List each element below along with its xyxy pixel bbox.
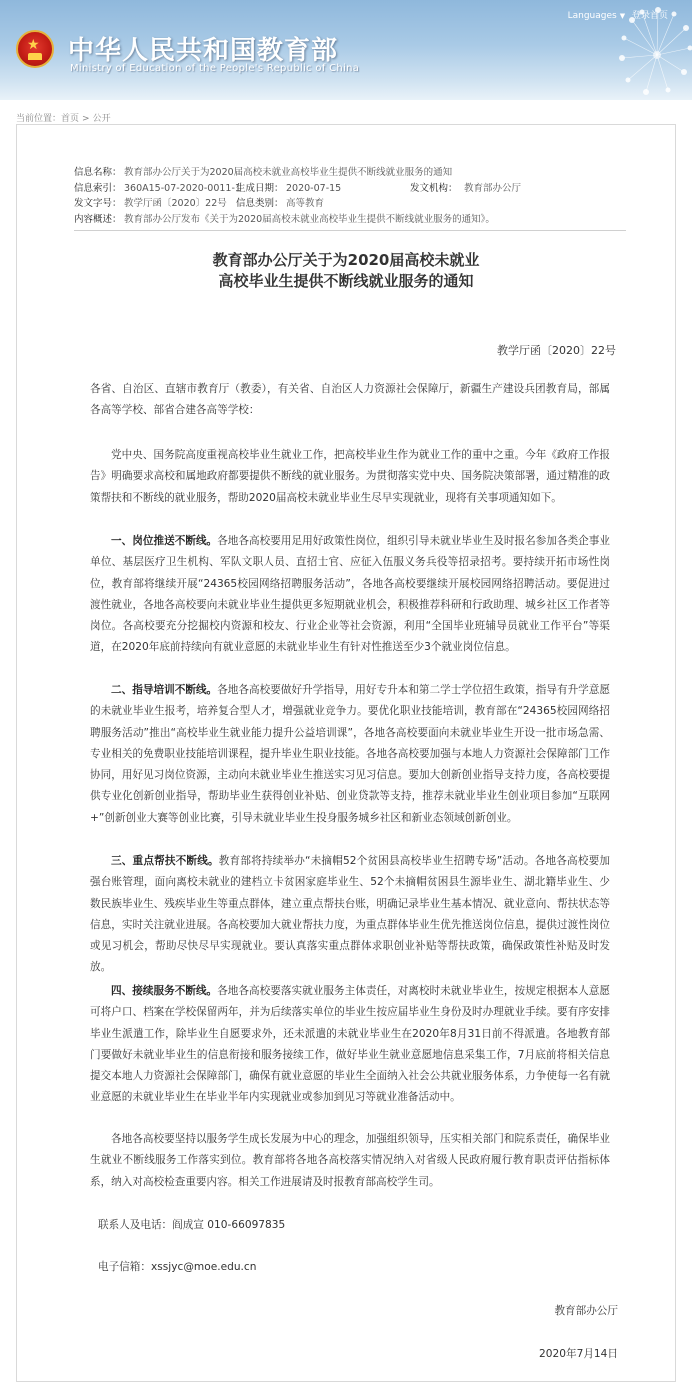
meta-value: 2020-07-15 [286, 182, 342, 194]
meta-value: 教育部办公厅 [464, 182, 522, 194]
national-emblem-icon[interactable] [16, 30, 54, 68]
intro-paragraph: 党中央、国务院高度重视高校毕业生就业工作，把高校毕业生作为就业工作的重中之重。今年《政府工作报告》明确要求高校和属地政府都要提供不断线的就业服务。为贯彻落实党中央、国务院决策部署，通过精准的政策帮扶和不断线的就业服务，帮助2020届高校未就业毕业生尽早实现就业，现将有关事项通知如下。 [90, 449, 610, 504]
meta-key: 发文字号： [74, 198, 122, 209]
meta-key: 生成日期： [236, 182, 284, 194]
chevron-down-icon: ▼ [619, 12, 626, 20]
emblem-gate [28, 53, 42, 60]
contact-value: 阎成宣 010-66097835 [172, 1219, 286, 1231]
breadcrumb-label: 当前位置： [16, 114, 62, 124]
breadcrumb-item-public[interactable]: 公开 [92, 114, 111, 124]
sign-date: 2020年7月14日 [539, 1348, 618, 1360]
breadcrumb-separator: > [82, 114, 90, 124]
meta-row-index [74, 181, 634, 197]
contact-label: 联系人及电话： [98, 1219, 173, 1231]
language-selector[interactable] [564, 8, 668, 21]
meta-row-docno [74, 196, 634, 212]
meta-key: 信息类别： [236, 198, 284, 209]
site-title[interactable]: 中华人民共和国教育部 [68, 36, 339, 66]
emblem-star: ★ [27, 37, 40, 53]
site-header [0, 0, 692, 100]
section-3-body: 教育部将持续举办“未摘帽52个贫困县高校毕业生招聘专场”活动。各地各高校要加强台账管理，面向离校未就业的建档立卡贫困家庭毕业生、52个未摘帽贫困县生源毕业生、湖北籍毕业生、少数民族毕业生、残疾毕业生等重点群体，建立重点帮扶台账，明确记录毕业生基本情况、就业意向、帮扶状态等信息，实时关注就业进展。各高校要加大就业帮扶力度，为重点群体毕业生优先推送岗位信息，提供过渡性岗位或见习机会，帮助尽快尽早实现就业。要认真落实重点群体求职创业补贴等帮扶政策，确保政策性补贴及时发放。 [90, 855, 610, 974]
site-subtitle: Ministry of Education of the People's Republic of China [70, 63, 360, 74]
email-link[interactable]: xssjyc@moe.edu.cn [150, 1261, 257, 1273]
section-2-paragraph [90, 680, 610, 829]
meta-divider [74, 230, 626, 231]
meta-row-summary [74, 212, 634, 228]
document-title-line-2: 高校毕业生提供不断线就业服务的通知 [218, 272, 474, 290]
meta-key: 信息名称： [74, 167, 122, 178]
section-3-heading: 三、重点帮扶不断线。 [111, 855, 219, 867]
meta-row-name [74, 165, 634, 181]
signer: 教育部办公厅 [554, 1305, 618, 1317]
header-extra-link[interactable]: 登录首页 [631, 11, 668, 21]
document-number: 教学厅函〔2020〕22号 [497, 344, 616, 357]
section-3-paragraph [90, 851, 610, 979]
document-title-line-1: 教育部办公厅关于为2020届高校未就业 [212, 251, 480, 269]
breadcrumb [16, 111, 111, 124]
meta-key: 发文机构： [410, 182, 458, 194]
closing-paragraph: 各地各高校要坚持以服务学生成长发展为中心的理念，加强组织领导，压实相关部门和院系责任，确保毕业生就业不断线服务工作落实到位。教育部将各地各高校落实情况纳入对省级人民政府履行教育职责评估指标体系，纳入对高校检查重要内容。相关工作进展请及时报教育部高校学生司。 [90, 1133, 610, 1188]
meta-value: 360A15-07-2020-0011-1 [124, 182, 241, 194]
section-4-body: 各地各高校要落实就业服务主体责任，对离校时未就业毕业生，按规定根据本人意愿可将户口、档案在学校保留两年，并为后续落实单位的毕业生按应届毕业生身份及时办理就业手续。要有序安排毕业生派遣工作，除毕业生自愿要求外，还未派遣的未就业毕业生在2020年8月31日前不得派遣。各地教育部门要做好未就业毕业生的信息衔接和服务接续工作，做好毕业生就业意愿地信息采集工作，7月底前将相关信息提交本地人力资源社会保障部门，确保有就业意愿的毕业生全面纳入社会公共就业服务体系，力争使每一名有就业意愿的未就业毕业生在毕业半年内实现就业或参加到见习等就业准备活动中。 [90, 985, 611, 1104]
email-label: 电子信箱： [98, 1261, 151, 1273]
meta-value: 教育部办公厅发布《关于为2020届高校未就业高校毕业生提供不断线就业服务的通知》。 [124, 213, 495, 225]
salutation: 各省、自治区、直辖市教育厅（教委），有关省、自治区人力资源社会保障厅，新疆生产建设兵团教育局，部属各高等学校、部省合建各高等学校： [90, 383, 610, 417]
section-4-heading: 四、接续服务不断线。 [111, 985, 218, 997]
breadcrumb-item-home[interactable]: 首页 [61, 114, 80, 124]
meta-value: 教学厅函〔2020〕22号 [124, 198, 227, 209]
language-label[interactable]: Languages [567, 11, 617, 21]
meta-key: 内容概述： [74, 213, 122, 225]
meta-value: 高等教育 [286, 198, 325, 209]
section-1-body: 各地各高校要用足用好政策性岗位，组织引导未就业毕业生及时报名参加各类企事业单位、基层医疗卫生机构、军队文职人员、直招士官、应征入伍服义务兵役等招录招考。要持续开拓市场性岗位，教育部将继续开展“24365校园网络招聘服务活动”，各地各高校要继续开展校园网络招聘活动。要促进过渡性就业，各地各高校要向未就业毕业生提供更多短期就业机会，积极推荐科研和行政助理、城乡社区工作者等岗位。各高校要充分挖掘校内资源和校友、行业企业等社会资源，利用“全国毕业班辅导员就业工作平台”等渠道，在2020年底前持续向有就业意愿的未就业毕业生有针对性推送至少3个就业岗位信息。 [90, 535, 611, 654]
contact-line [98, 1217, 285, 1232]
document-meta-table [74, 165, 634, 227]
meta-key: 信息索引： [74, 182, 122, 194]
section-4-paragraph [90, 981, 610, 1109]
section-1-paragraph [90, 531, 610, 659]
email-line [98, 1259, 256, 1274]
section-1-heading: 一、岗位推送不断线。 [111, 535, 218, 547]
meta-value: 教育部办公厅关于为2020届高校未就业高校毕业生提供不断线就业服务的通知 [124, 167, 453, 178]
section-2-heading: 二、指导培训不断线。 [111, 684, 218, 696]
section-2-body: 各地各高校要做好升学指导，用好专升本和第二学士学位招生政策，指导有升学意愿的未就业毕业生报考，培养复合型人才，增强就业竞争力。要优化职业技能培训，教育部在“24365校园网络招聘服务活动”推出“高校毕业生就业能力提升公益培训课”，各地各高校要面向未就业毕业生开设一批市场急需、专业相关的免费职业技能培训课程，提升毕业生职业技能。各地各高校要加强与本地人力资源社会保障部门工作协同，用好见习岗位资源，主动向未就业毕业生推送实习见习信息。要加大创新创业指导支持力度，各高校要提供专业化创新创业指导，帮助毕业生获得创业补贴、创业贷款等支持，推荐未就业毕业生创业项目参加“互联网+”创新创业大赛等创业比赛，引导未就业毕业生投身服务城乡社区和新业态领域创新创业。 [90, 684, 611, 824]
